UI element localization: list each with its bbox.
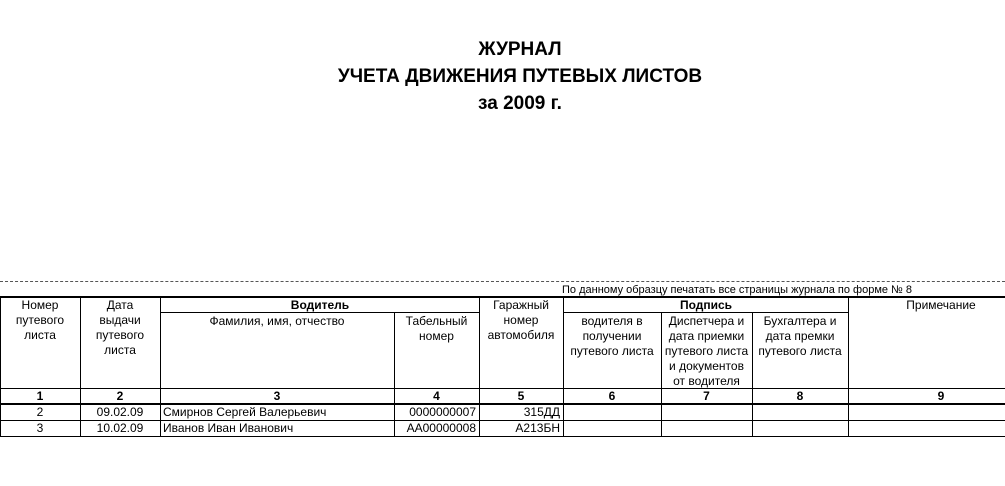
column-number-1: 1 [36, 389, 44, 403]
column-number-9: 9 [937, 389, 945, 403]
row1-date: 09.02.09 [96, 405, 144, 419]
row1-garage-number: 315ДД [523, 405, 560, 419]
header-col8: Бухгалтера и дата премки путевого листа [758, 314, 842, 358]
header-col4: Табельный номер [405, 314, 468, 343]
header-col2: Дата выдачи путевого листа [95, 298, 145, 357]
col-border-8 [848, 296, 849, 437]
row2-date: 10.02.09 [96, 421, 144, 435]
header-signature-group: Подпись [679, 298, 733, 312]
column-number-3: 3 [273, 389, 281, 403]
header-driver-group: Водитель [290, 298, 350, 312]
row2-driver: Иванов Иван Иванович [163, 421, 294, 435]
row1-tab-number: 0000000007 [409, 405, 476, 419]
journal-subtitle: УЧЕТА ДВИЖЕНИЯ ПУТЕВЫХ ЛИСТОВ [337, 66, 703, 87]
header-col7: Диспетчера и дата приемки путевого листа и документов от водителя [664, 314, 749, 388]
journal-year: за 2009 г. [478, 93, 562, 114]
print-note: По данному образцу печатать все страницы журнала по форме № 8 [562, 284, 913, 296]
column-number-4: 4 [433, 389, 440, 403]
header-col6: водителя в получении путевого листа [570, 314, 654, 358]
header-col9: Примечание [906, 298, 976, 312]
journal-title: ЖУРНАЛ [478, 39, 562, 60]
column-number-6: 6 [608, 389, 616, 403]
row1-driver: Смирнов Сергей Валерьевич [163, 405, 327, 419]
column-number-5: 5 [517, 389, 525, 403]
header-col1: Номер путевого листа [15, 298, 65, 342]
column-number-7: 7 [703, 389, 710, 403]
row1-number: 2 [36, 405, 44, 419]
row2-number: 3 [36, 421, 44, 435]
header-col3: Фамилия, имя, отчество [209, 314, 345, 328]
column-number-2: 2 [116, 389, 124, 403]
row2-garage-number: А213БН [515, 421, 560, 435]
table-bottom-border [0, 436, 1005, 437]
column-number-8: 8 [796, 389, 804, 403]
header-col5: Гаражный номер автомобиля [487, 298, 555, 342]
row2-tab-number: АА00000008 [406, 421, 476, 435]
